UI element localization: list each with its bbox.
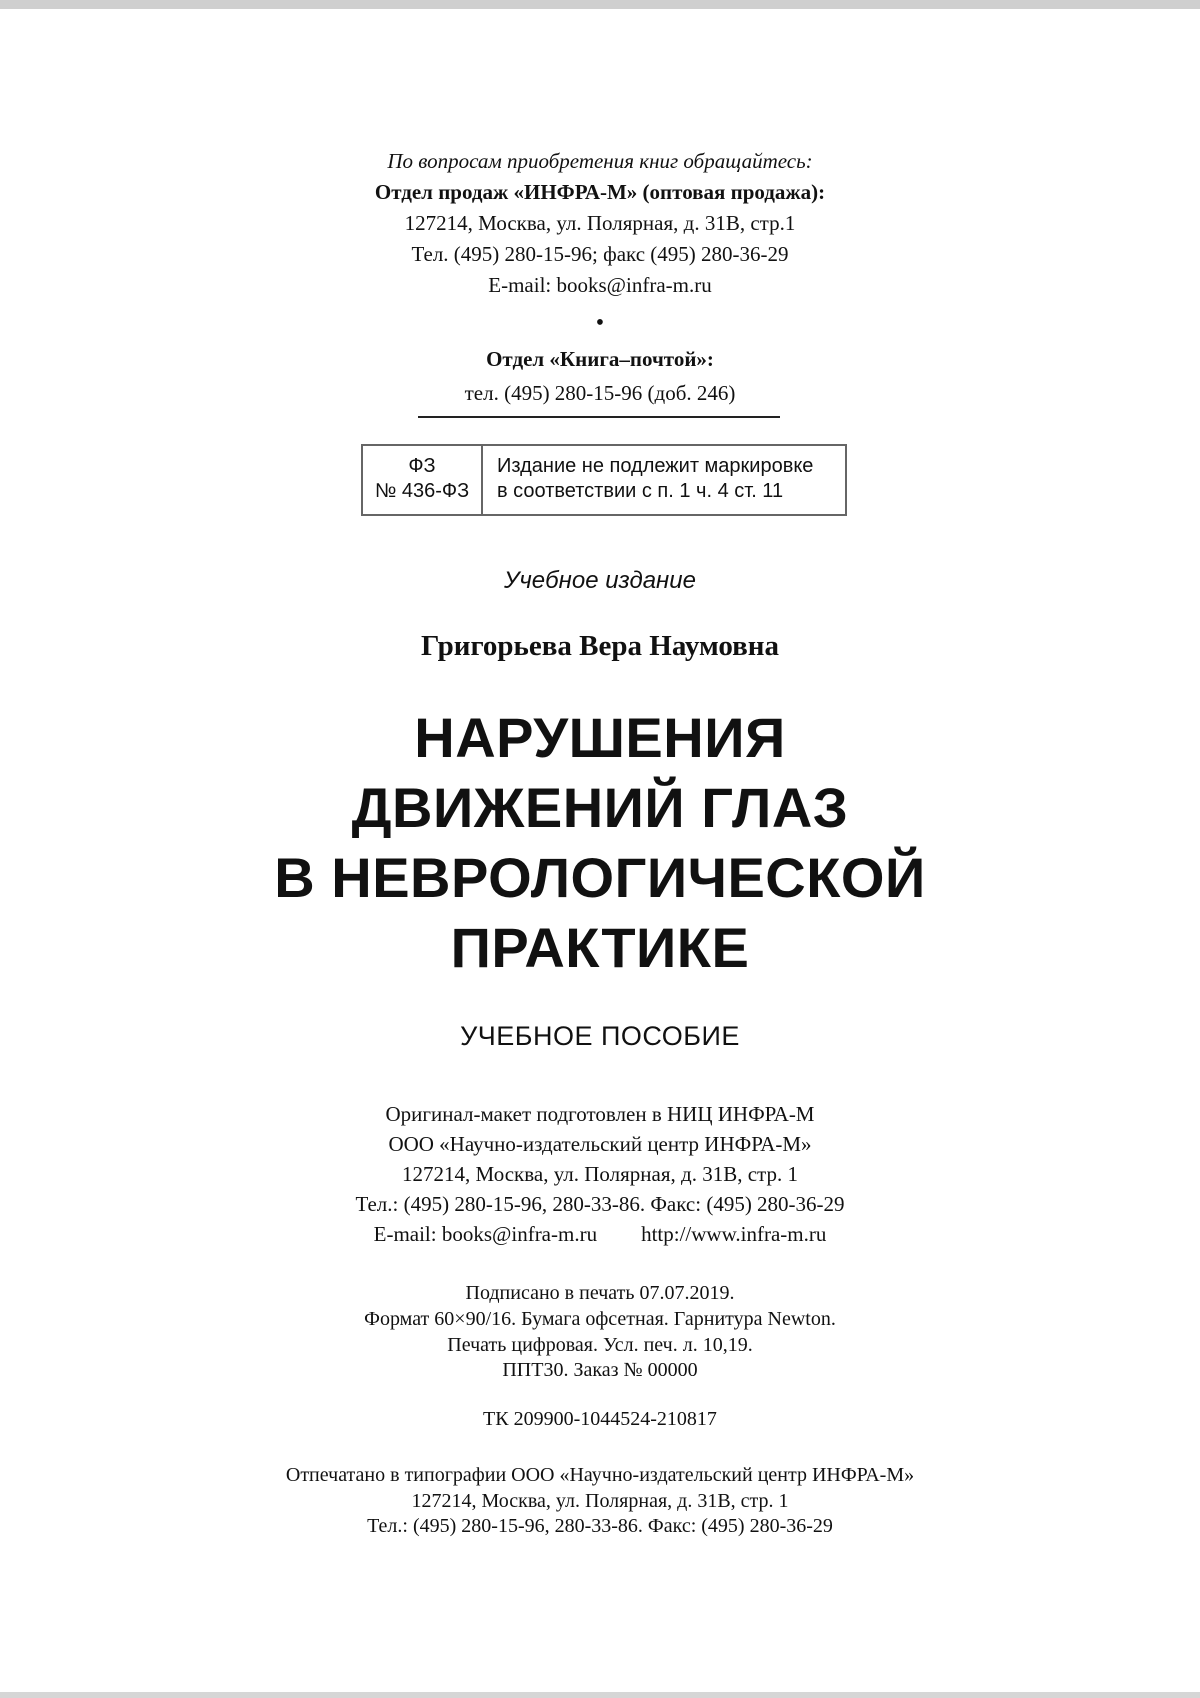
book-title-line-2: ДВИЖЕНИЙ ГЛАЗ [351,776,849,839]
fz-text-line1: Издание не подлежит маркировке [497,455,814,477]
book-title-line-1: НАРУШЕНИЯ [414,706,786,769]
signed-to-print: Подписано в печать 07.07.2019. [465,1282,735,1304]
printed-at: Отпечатано в типографии ООО «Научно-издательский центр ИНФРА-М» [285,1464,915,1486]
sales-email: E-mail: books@infra-m.ru [488,273,712,297]
top-border-bar [0,0,1200,9]
fz-text-cell [483,446,845,514]
book-title-line-3: В НЕВРОЛОГИЧЕСКОЙ [274,846,926,909]
horizontal-rule [418,416,780,418]
publisher-email: E-mail: books@infra-m.ru [373,1222,598,1246]
mail-order-phone: тел. (495) 280-15-96 (доб. 246) [464,381,736,405]
sales-phone-fax: Тел. (495) 280-15-96; факс (495) 280-36-29 [411,242,789,266]
edition-type: Учебное издание [504,567,696,594]
publisher-phones: Тел.: (495) 280-15-96, 280-33-86. Факс: (495) 280-36-29 [355,1192,845,1216]
publisher-company: ООО «Научно-издательский центр ИНФРА-М» [388,1132,812,1156]
fz-law-line2: № 436-ФЗ [374,480,470,502]
sales-address: 127214, Москва, ул. Полярная, д. 31В, стр.1 [404,211,796,235]
fz-text-line2: в соответствии с п. 1 ч. 4 ст. 11 [497,480,784,502]
book-title-line-4: ПРАКТИКЕ [450,916,750,979]
book-subtitle: УЧЕБНОЕ ПОСОБИЕ [460,1021,740,1051]
fz-law-cell [363,446,483,514]
separator-bullet: • [595,310,605,336]
mail-order-dept: Отдел «Книга–почтой»: [486,347,714,371]
fz-notice-box [361,444,847,516]
sales-heading: По вопросам приобретения книг обращайтесь: [387,149,813,173]
printer-address: 127214, Москва, ул. Полярная, д. 31В, стр. 1 [411,1490,789,1512]
publisher-website: http://www.infra-m.ru [641,1222,827,1246]
fz-law-line1: ФЗ [408,455,436,477]
publisher-address: 127214, Москва, ул. Полярная, д. 31В, стр. 1 [402,1162,798,1186]
print-format: Формат 60×90/16. Бумага офсетная. Гарнитура Newton. [364,1308,836,1330]
author-name: Григорьева Вера Наумовна [421,630,779,662]
publisher-contacts [0,1219,1200,1249]
bottom-border-bar [0,1692,1200,1698]
tk-code: ТК 209900-1044524-210817 [483,1408,717,1430]
printing-type: Печать цифровая. Усл. печ. л. 10,19. [447,1334,753,1356]
wholesale-dept: Отдел продаж «ИНФРА-М» (оптовая продажа): [374,180,826,204]
layout-note: Оригинал-макет подготовлен в НИЦ ИНФРА-М [385,1102,815,1126]
printer-phones: Тел.: (495) 280-15-96, 280-33-86. Факс: (495) 280-36-29 [367,1515,833,1537]
order-number: ППТ30. Заказ № 00000 [502,1359,698,1381]
